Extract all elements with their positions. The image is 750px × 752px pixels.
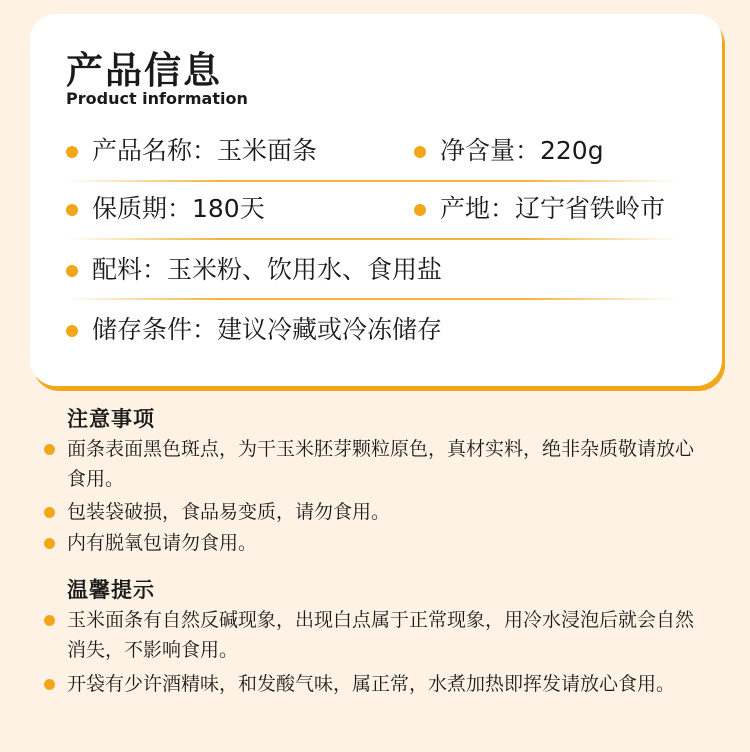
tip-item bbox=[44, 669, 694, 729]
notice-item bbox=[44, 497, 694, 527]
storage-conditions: 储存条件：建议冷藏或冷冻储存 bbox=[92, 315, 443, 344]
divider bbox=[66, 238, 680, 240]
tip-text: 开袋有少许酒精味，和发酸气味，属正常，水煮加热即挥发请放心食用。 bbox=[67, 673, 676, 695]
notice-text: 包装袋破损，食品易变质，请勿食用。 bbox=[67, 501, 391, 523]
tips-title: 温馨提示 bbox=[67, 578, 155, 602]
bullet-dot bbox=[414, 204, 426, 216]
origin: 产地：辽宁省铁岭市 bbox=[440, 194, 666, 223]
bullet-dot bbox=[44, 507, 55, 518]
ingredients: 配料：玉米粉、饮用水、食用盐 bbox=[92, 255, 443, 284]
bullet-dot bbox=[44, 538, 55, 549]
shelf-life: 保质期：180天 bbox=[92, 194, 265, 223]
notice-item bbox=[44, 434, 694, 494]
notice-item bbox=[44, 528, 694, 558]
bullet-dot bbox=[414, 146, 426, 158]
bullet-dot bbox=[44, 679, 55, 690]
tip-item bbox=[44, 605, 694, 665]
product-name: 产品名称：玉米面条 bbox=[92, 136, 318, 165]
bullet-dot bbox=[44, 615, 55, 626]
product-info-card bbox=[30, 14, 722, 386]
notice-title: 注意事项 bbox=[67, 407, 155, 431]
divider bbox=[66, 180, 680, 182]
bullet-dot bbox=[44, 444, 55, 455]
card-title: 产品信息 bbox=[66, 49, 222, 92]
tip-text: 玉米面条有自然反碱现象，出现白点属于正常现象，用冷水浸泡后就会自然消失，不影响食用。 bbox=[67, 609, 695, 661]
bullet-dot bbox=[66, 325, 78, 337]
bullet-dot bbox=[66, 146, 78, 158]
notice-text: 面条表面黑色斑点，为干玉米胚芽颗粒原色，真材实料，绝非杂质敬请放心食用。 bbox=[67, 438, 695, 490]
bullet-dot bbox=[66, 265, 78, 277]
bullet-dot bbox=[66, 204, 78, 216]
notice-text: 内有脱氧包请勿食用。 bbox=[67, 532, 258, 554]
card-subtitle: Product information bbox=[66, 89, 248, 108]
divider bbox=[66, 298, 680, 300]
net-content: 净含量：220g bbox=[440, 136, 604, 165]
